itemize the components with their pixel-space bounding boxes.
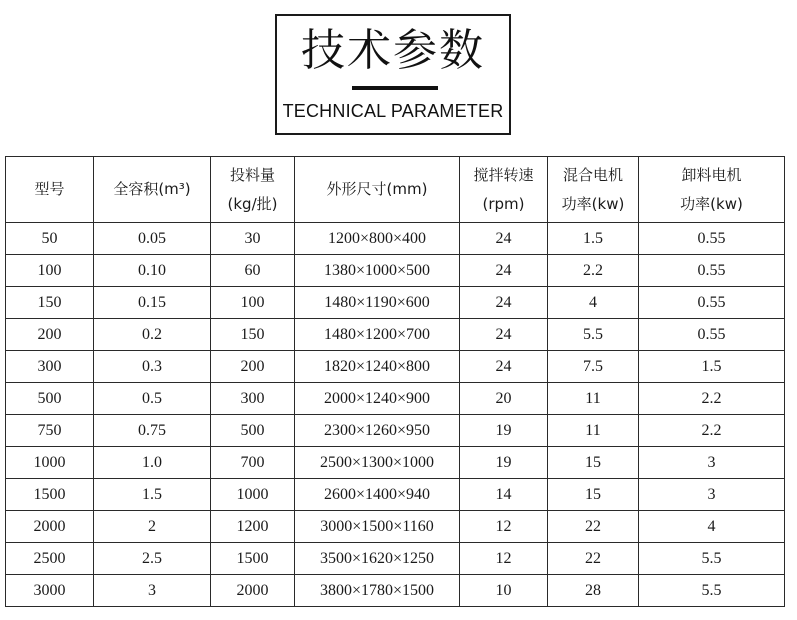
cell-dimensions: 1820×1240×800 — [295, 351, 460, 383]
cell-load: 60 — [211, 255, 295, 287]
cell-discharge-motor: 0.55 — [639, 223, 785, 255]
cell-load: 1200 — [211, 511, 295, 543]
cell-model: 50 — [6, 223, 94, 255]
cell-mix-motor: 15 — [548, 479, 639, 511]
cell-mix-motor: 7.5 — [548, 351, 639, 383]
cell-discharge-motor: 2.2 — [639, 415, 785, 447]
cell-dimensions: 1480×1200×700 — [295, 319, 460, 351]
cell-discharge-motor: 0.55 — [639, 255, 785, 287]
header-speed-line2: (rpm) — [482, 194, 525, 213]
cell-model: 1000 — [6, 447, 94, 479]
cell-load: 150 — [211, 319, 295, 351]
header-dimensions — [295, 157, 460, 223]
cell-volume: 2 — [94, 511, 211, 543]
cell-speed: 19 — [460, 415, 548, 447]
cell-dimensions: 1200×800×400 — [295, 223, 460, 255]
title-box — [275, 14, 511, 135]
cell-speed: 24 — [460, 287, 548, 319]
cell-load: 1500 — [211, 543, 295, 575]
cell-speed: 19 — [460, 447, 548, 479]
header-load-line2: (kg/批) — [227, 194, 278, 213]
cell-dimensions: 2500×1300×1000 — [295, 447, 460, 479]
cell-dimensions: 1480×1190×600 — [295, 287, 460, 319]
table-row — [6, 479, 785, 511]
cell-speed: 10 — [460, 575, 548, 607]
cell-speed: 24 — [460, 351, 548, 383]
title-chinese: 技术参数 — [301, 25, 485, 76]
cell-discharge-motor: 0.55 — [639, 319, 785, 351]
parameter-table — [5, 156, 785, 607]
cell-discharge-motor: 3 — [639, 479, 785, 511]
cell-model: 750 — [6, 415, 94, 447]
table-body — [6, 223, 785, 607]
header-discharge-motor-line1: 卸料电机 — [681, 165, 742, 184]
cell-mix-motor: 15 — [548, 447, 639, 479]
cell-model: 200 — [6, 319, 94, 351]
table-row — [6, 415, 785, 447]
cell-model: 150 — [6, 287, 94, 319]
cell-volume: 0.05 — [94, 223, 211, 255]
cell-mix-motor: 28 — [548, 575, 639, 607]
cell-model: 2500 — [6, 543, 94, 575]
title-english: TECHNICAL PARAMETER — [282, 101, 504, 121]
cell-load: 30 — [211, 223, 295, 255]
cell-speed: 12 — [460, 511, 548, 543]
cell-dimensions: 3000×1500×1160 — [295, 511, 460, 543]
cell-discharge-motor: 0.55 — [639, 287, 785, 319]
cell-mix-motor: 4 — [548, 287, 639, 319]
cell-model: 3000 — [6, 575, 94, 607]
cell-speed: 24 — [460, 319, 548, 351]
header-volume-line1: 全容积(m³) — [113, 180, 191, 198]
cell-volume: 0.5 — [94, 383, 211, 415]
table-row — [6, 511, 785, 543]
cell-discharge-motor: 4 — [639, 511, 785, 543]
header-mix-motor-line1: 混合电机 — [562, 165, 623, 184]
header-model — [6, 157, 94, 223]
cell-volume: 0.75 — [94, 415, 211, 447]
cell-dimensions: 1380×1000×500 — [295, 255, 460, 287]
cell-load: 1000 — [211, 479, 295, 511]
cell-load: 2000 — [211, 575, 295, 607]
cell-mix-motor: 11 — [548, 383, 639, 415]
header-dimensions-line1: 外形尺寸(mm) — [326, 180, 428, 198]
cell-discharge-motor: 2.2 — [639, 383, 785, 415]
cell-volume: 1.5 — [94, 479, 211, 511]
cell-volume: 0.10 — [94, 255, 211, 287]
table-row — [6, 287, 785, 319]
cell-volume: 2.5 — [94, 543, 211, 575]
table-row — [6, 543, 785, 575]
header-load-line1: 投料量 — [229, 165, 275, 184]
cell-load: 700 — [211, 447, 295, 479]
cell-mix-motor: 22 — [548, 543, 639, 575]
cell-speed: 20 — [460, 383, 548, 415]
cell-speed: 14 — [460, 479, 548, 511]
cell-mix-motor: 1.5 — [548, 223, 639, 255]
cell-speed: 12 — [460, 543, 548, 575]
cell-discharge-motor: 1.5 — [639, 351, 785, 383]
cell-model: 2000 — [6, 511, 94, 543]
cell-mix-motor: 11 — [548, 415, 639, 447]
cell-volume: 0.2 — [94, 319, 211, 351]
cell-dimensions: 3800×1780×1500 — [295, 575, 460, 607]
table-row — [6, 447, 785, 479]
header-model-line1: 型号 — [34, 180, 65, 198]
cell-load: 200 — [211, 351, 295, 383]
header-mix-motor — [548, 157, 639, 223]
cell-volume: 1.0 — [94, 447, 211, 479]
cell-load: 300 — [211, 383, 295, 415]
table-row — [6, 383, 785, 415]
cell-volume: 3 — [94, 575, 211, 607]
table-row — [6, 575, 785, 607]
cell-discharge-motor: 5.5 — [639, 543, 785, 575]
cell-load: 500 — [211, 415, 295, 447]
cell-mix-motor: 22 — [548, 511, 639, 543]
cell-volume: 0.3 — [94, 351, 211, 383]
table-row — [6, 319, 785, 351]
header-discharge-motor-line2: 功率(kw) — [680, 194, 743, 213]
table-header — [6, 157, 785, 223]
cell-dimensions: 3500×1620×1250 — [295, 543, 460, 575]
cell-discharge-motor: 3 — [639, 447, 785, 479]
cell-mix-motor: 2.2 — [548, 255, 639, 287]
table-row — [6, 223, 785, 255]
cell-dimensions: 2000×1240×900 — [295, 383, 460, 415]
header-speed — [460, 157, 548, 223]
cell-mix-motor: 5.5 — [548, 319, 639, 351]
header-load — [211, 157, 295, 223]
cell-speed: 24 — [460, 255, 548, 287]
cell-model: 1500 — [6, 479, 94, 511]
header-speed-line1: 搅拌转速 — [473, 165, 534, 184]
header-discharge-motor — [639, 157, 785, 223]
header-mix-motor-line2: 功率(kw) — [561, 194, 625, 213]
cell-volume: 0.15 — [94, 287, 211, 319]
header-row — [6, 157, 785, 223]
cell-load: 100 — [211, 287, 295, 319]
table-row — [6, 255, 785, 287]
table-row — [6, 351, 785, 383]
cell-speed: 24 — [460, 223, 548, 255]
title-divider — [352, 86, 438, 90]
cell-dimensions: 2600×1400×940 — [295, 479, 460, 511]
cell-model: 300 — [6, 351, 94, 383]
cell-dimensions: 2300×1260×950 — [295, 415, 460, 447]
cell-discharge-motor: 5.5 — [639, 575, 785, 607]
header-volume — [94, 157, 211, 223]
cell-model: 100 — [6, 255, 94, 287]
cell-model: 500 — [6, 383, 94, 415]
